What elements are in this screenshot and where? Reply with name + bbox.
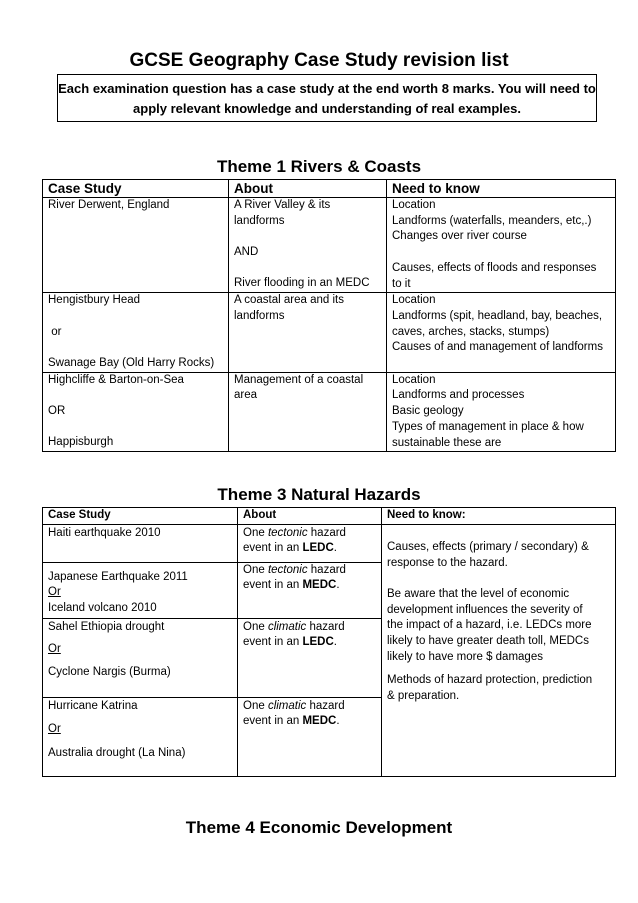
about-line: River flooding in an MEDC: [234, 277, 370, 290]
development-level: MEDC: [302, 579, 337, 592]
about-text: hazard: [306, 620, 345, 633]
need-line: Causes, effects of floods and responses: [392, 261, 597, 274]
about-line: Management of a coastal: [234, 373, 364, 386]
about-line: area: [234, 389, 258, 402]
about-text: event in an: [243, 579, 303, 592]
need-line: Changes over river course: [392, 230, 527, 243]
need-to-know-cell: [387, 198, 616, 293]
case-study-cell: [43, 198, 229, 293]
about-line: [243, 635, 376, 651]
need-line: Types of management in place & how: [392, 420, 584, 433]
about-line: [243, 578, 376, 594]
need-line: to it: [392, 277, 411, 290]
case-line: Swanage Bay (Old Harry Rocks): [48, 356, 215, 369]
header-about: About: [229, 180, 387, 198]
need-line: Landforms and processes: [392, 389, 525, 402]
case-line: Sahel Ethiopia drought: [48, 620, 165, 633]
case-line: Japanese Earthquake 2011: [48, 570, 188, 583]
spacer: [48, 714, 232, 722]
need-line: the impact of a hazard, i.e. LEDCs more: [387, 619, 592, 632]
case-line: Highcliffe & Barton-on-Sea: [48, 373, 184, 386]
hazard-type: tectonic: [267, 526, 308, 539]
case-line: Or: [48, 723, 61, 736]
table-row: [43, 198, 616, 293]
about-text: One: [243, 526, 268, 539]
need-line: caves, arches, stacks, stumps): [392, 325, 550, 338]
about-text: hazard: [306, 699, 345, 712]
spacer: [387, 571, 610, 587]
about-line: [243, 620, 376, 636]
case-line: OR: [48, 405, 66, 418]
about-text: event in an: [243, 636, 303, 649]
case-study-cell: [43, 293, 229, 372]
case-study-cell: [43, 618, 238, 697]
about-text: One: [243, 699, 268, 712]
case-line: Australia drought (La Nina): [48, 746, 186, 759]
about-line: [243, 541, 376, 557]
case-line: Haiti earthquake 2010: [48, 526, 161, 539]
about-line: [234, 261, 381, 277]
case-study-cell: [43, 372, 229, 452]
case-line: Iceland volcano 2010: [48, 601, 157, 614]
about-line: AND: [234, 246, 259, 259]
about-text: event in an: [243, 542, 303, 555]
need-line: Methods of hazard protection, prediction: [387, 674, 593, 687]
about-line: [243, 699, 376, 715]
about-text: .: [336, 579, 340, 592]
about-cell: [229, 293, 387, 372]
need-line: Causes, effects (primary / secondary) &: [387, 541, 589, 553]
about-text: hazard: [307, 526, 346, 539]
table-row: [43, 293, 616, 372]
about-text: .: [336, 715, 340, 728]
about-line: A coastal area and its: [234, 294, 344, 307]
spacer: [48, 658, 232, 665]
need-line: Be aware that the level of economic: [387, 587, 570, 600]
about-text: .: [333, 542, 337, 555]
hazard-type: climatic: [267, 699, 307, 712]
header-need-to-know: Need to know:: [382, 508, 616, 525]
need-line: sustainable these are: [392, 436, 502, 449]
spacer: [387, 665, 610, 673]
about-cell: [229, 372, 387, 452]
about-cell: [238, 524, 382, 562]
about-line: [243, 714, 376, 730]
case-line: Hengistbury Head: [48, 294, 141, 307]
need-line: Basic geology: [392, 405, 464, 418]
theme1-title: Theme 1 Rivers & Coasts: [216, 157, 422, 176]
case-line: [48, 420, 223, 436]
about-text: hazard: [307, 563, 346, 576]
case-line: Happisburgh: [48, 436, 114, 449]
header-case-study: Case Study: [43, 180, 229, 198]
case-study-cell: [43, 562, 238, 618]
need-line: likely to have more $ damages: [387, 650, 543, 663]
development-level: LEDC: [302, 542, 334, 555]
need-line: [392, 245, 610, 261]
case-line: Or: [48, 586, 61, 599]
header-about: About: [238, 508, 382, 525]
spacer: [387, 525, 610, 541]
about-text: One: [243, 620, 268, 633]
need-line: development influences the severity of: [387, 603, 583, 616]
need-line: Location: [392, 199, 436, 211]
spacer: [48, 738, 232, 746]
development-level: LEDC: [302, 636, 334, 649]
need-line: & preparation.: [387, 690, 460, 703]
case-study-cell: [43, 697, 238, 776]
need-to-know-cell: [387, 372, 616, 452]
table-header-row: [43, 508, 616, 525]
hazard-type: climatic: [267, 620, 307, 633]
about-line: landforms: [234, 309, 285, 322]
document-title: GCSE Geography Case Study revision list: [129, 50, 509, 71]
theme3-title: Theme 3 Natural Hazards: [217, 485, 421, 504]
table-header-row: [43, 180, 616, 198]
development-level: MEDC: [302, 715, 337, 728]
need-line: Landforms (waterfalls, meanders, etc,.): [392, 214, 592, 227]
about-text: event in an: [243, 715, 303, 728]
case-line: [48, 340, 223, 356]
about-line: [234, 229, 381, 245]
need-to-know-cell: [387, 293, 616, 372]
theme4-title: Theme 4 Economic Development: [185, 818, 453, 837]
hazard-type: tectonic: [267, 563, 308, 576]
case-line: Hurricane Katrina: [48, 699, 138, 712]
need-line: Location: [392, 294, 436, 307]
case-line: Cyclone Nargis (Burma): [48, 665, 171, 678]
about-line: landforms: [234, 214, 285, 227]
theme1-table: [42, 179, 616, 452]
need-line: Landforms (spit, headland, bay, beaches,: [392, 309, 603, 322]
about-line: [243, 563, 376, 579]
theme3-table: [42, 507, 616, 777]
about-text: .: [333, 636, 337, 649]
need-line: Location: [392, 373, 436, 386]
spacer: [48, 635, 232, 642]
about-cell: [238, 562, 382, 618]
about-cell: [238, 618, 382, 697]
about-cell: [238, 697, 382, 776]
table-row: [43, 372, 616, 452]
case-line: [48, 388, 223, 404]
case-line: River Derwent, England: [48, 199, 170, 211]
case-study-cell: [43, 524, 238, 562]
case-line: [48, 309, 223, 325]
header-case-study: Case Study: [43, 508, 238, 525]
about-text: One: [243, 563, 268, 576]
need-line: response to the hazard.: [387, 556, 508, 569]
header-need-to-know: Need to know: [387, 180, 616, 198]
need-line: Causes of and management of landforms: [392, 341, 603, 354]
need-to-know-cell: [382, 524, 616, 776]
about-line: A River Valley & its: [234, 199, 331, 211]
about-line: [243, 526, 376, 542]
case-line: Or: [48, 643, 61, 656]
intro-box: Each examination question has a case study at the end worth 8 marks. You will need to apply relevant knowledge and understanding of real examples.: [57, 74, 597, 122]
table-row: [43, 524, 616, 562]
case-line: or: [48, 325, 62, 338]
about-cell: [229, 198, 387, 293]
need-line: likely to have greater death toll, MEDCs: [387, 635, 589, 648]
